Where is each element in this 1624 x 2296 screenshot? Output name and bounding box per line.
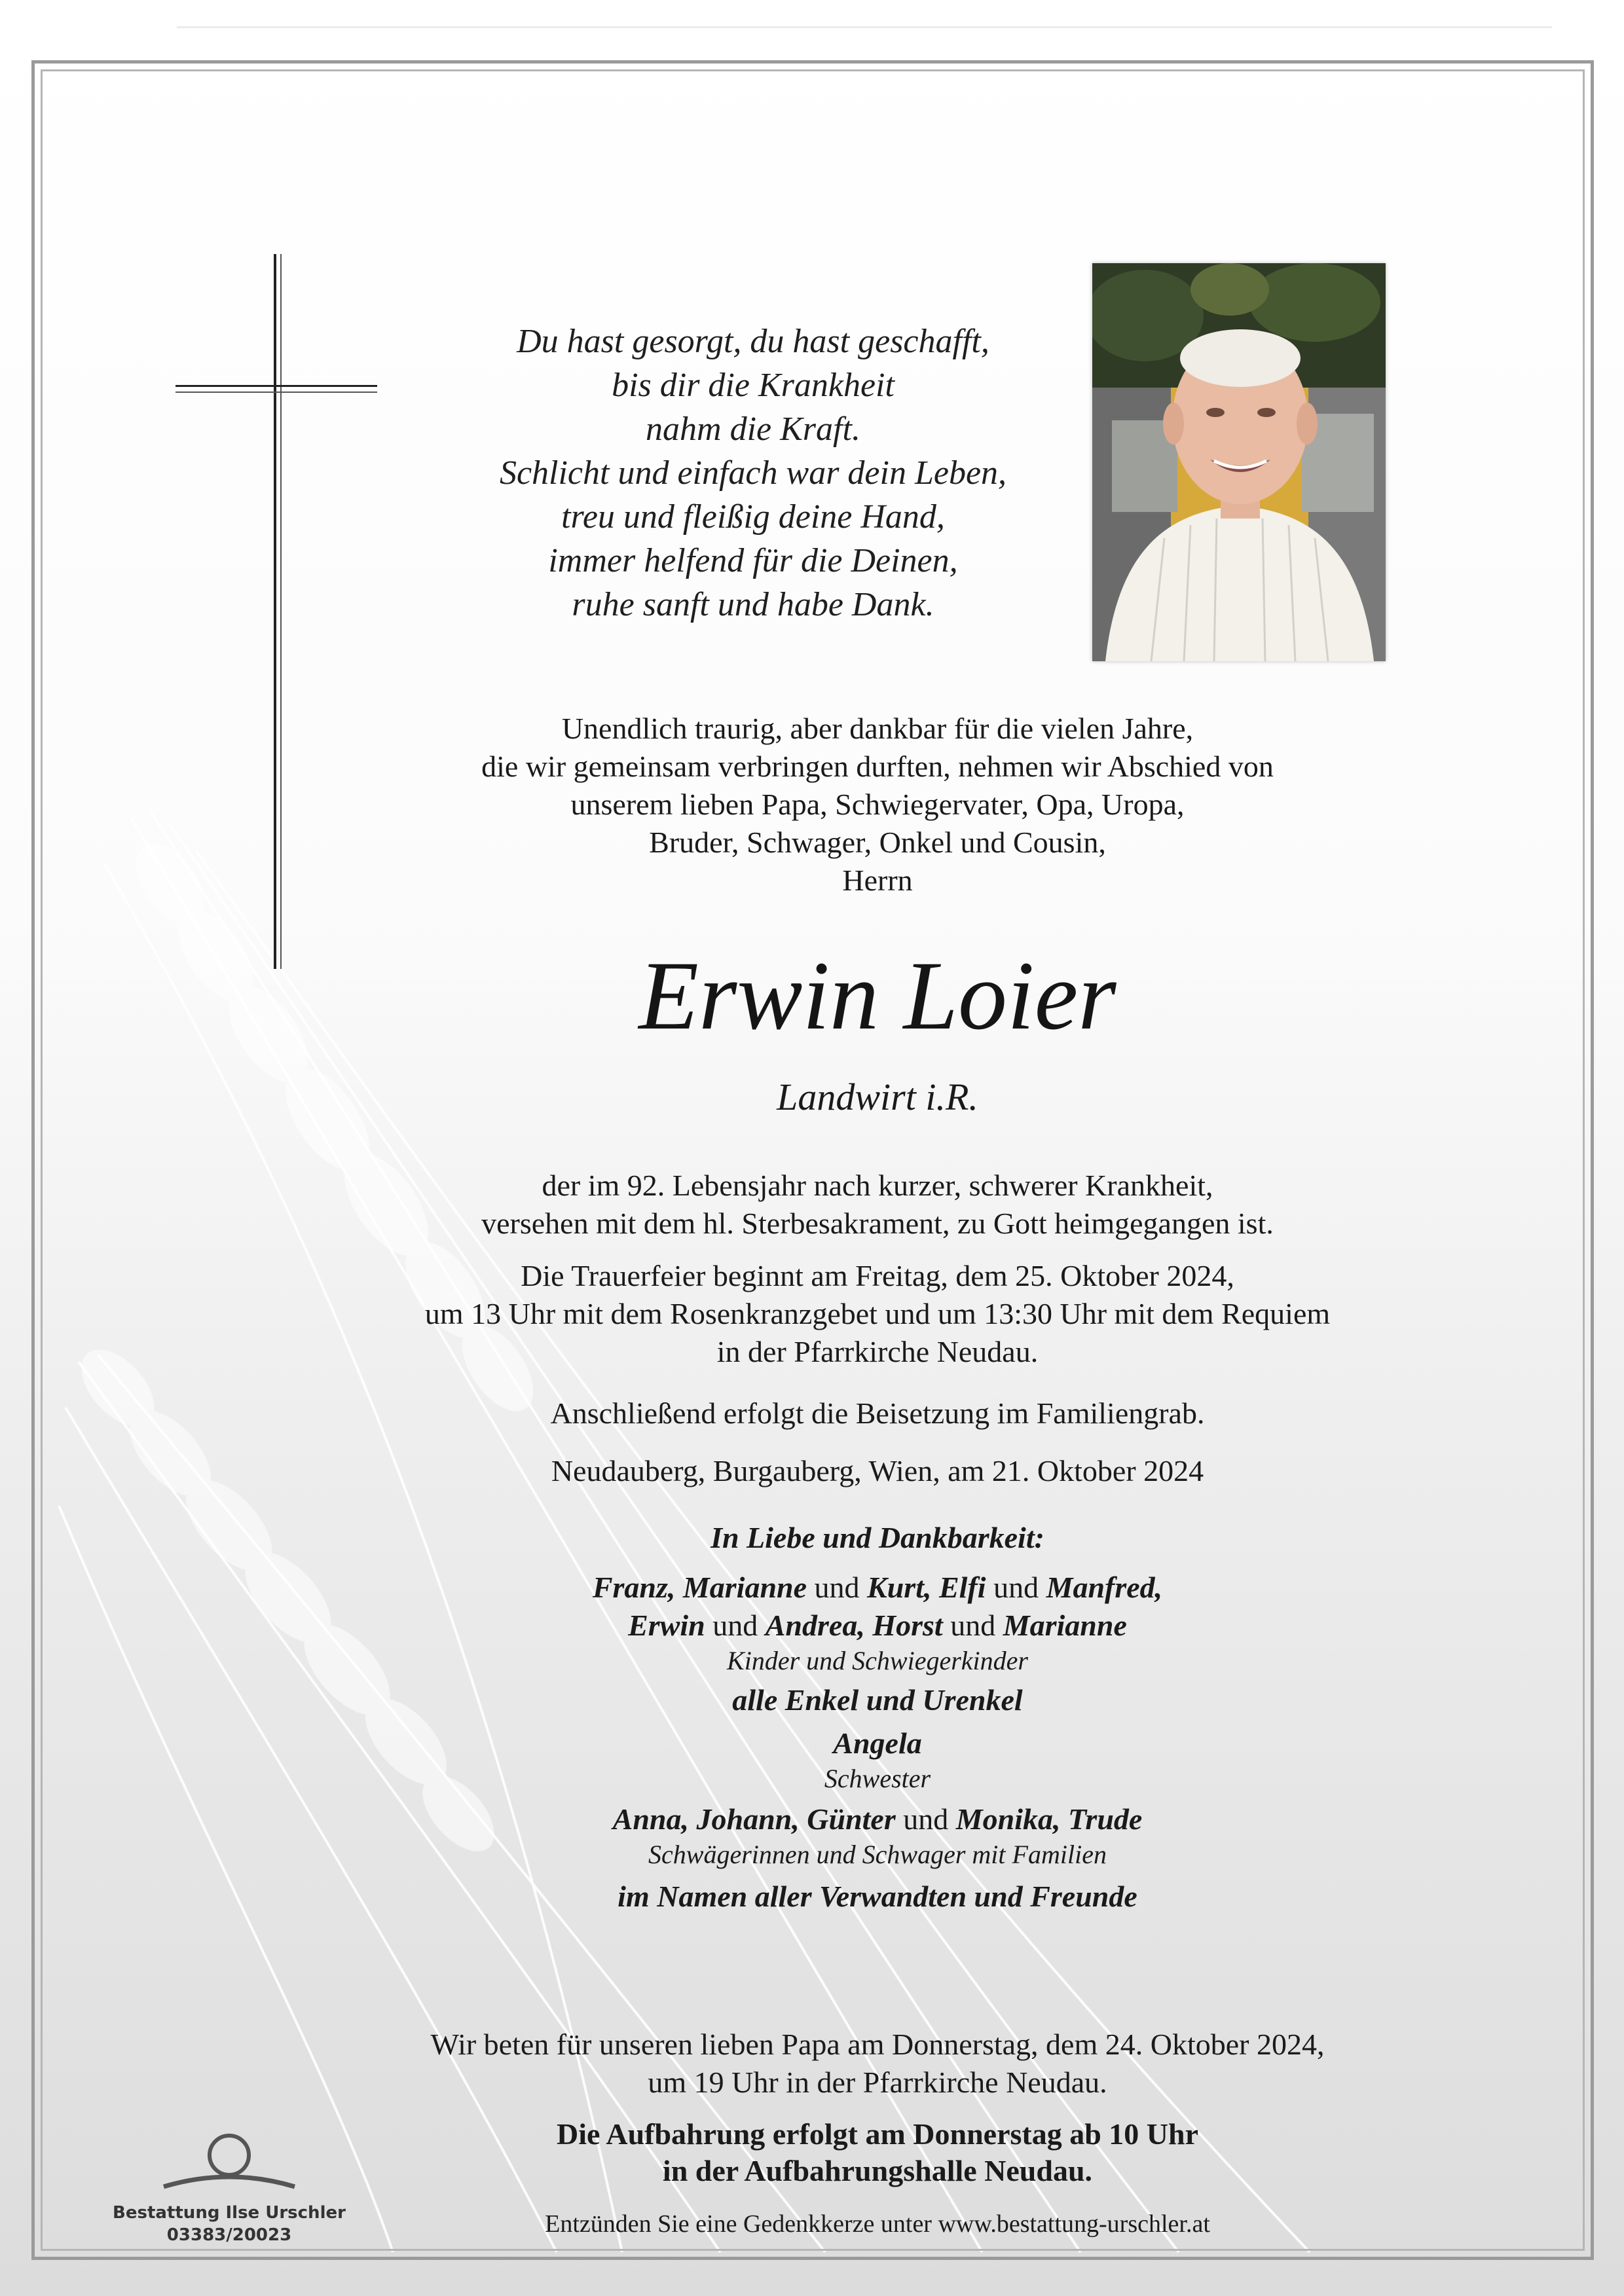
- place-date-line: Neudauberg, Burgauberg, Wien, am 21. Oktober 2024: [551, 1454, 1204, 1487]
- mourner-names: Kurt, Elfi: [867, 1571, 986, 1604]
- poem-line: Schlicht und einfach war dein Leben,: [499, 454, 1007, 492]
- conjunction: und: [895, 1802, 956, 1836]
- ceremony-line: Die Trauerfeier beginnt am Freitag, dem 25. Oktober 2024,: [521, 1259, 1234, 1292]
- prayer-info: [275, 2026, 1480, 2102]
- portrait-photo: [1092, 263, 1386, 661]
- funeral-home-phone: 03383/20023: [166, 2225, 292, 2245]
- poem-line: Du hast gesorgt, du hast geschafft,: [517, 323, 989, 360]
- funeral-home-name: Bestattung Ilse Urschler: [113, 2203, 346, 2223]
- ceremony-line: um 13 Uhr mit dem Rosenkranzgebet und um 13:30 Uhr mit dem Requiem: [424, 1297, 1331, 1330]
- farewell-intro: [327, 710, 1428, 900]
- poem-line: bis dir die Krankheit: [612, 367, 895, 404]
- prayer-line: Wir beten für unseren lieben Papa am Donnerstag, dem 24. Oktober 2024,: [430, 2028, 1325, 2061]
- conjunction: und: [942, 1609, 1003, 1642]
- ceremony-line: in der Pfarrkirche Neudau.: [716, 1335, 1039, 1368]
- intro-line: Unendlich traurig, aber dankbar für die vielen Jahre,: [561, 712, 1194, 745]
- poem-line: nahm die Kraft.: [646, 410, 860, 448]
- sister-name: Angela: [833, 1726, 922, 1760]
- inlaws-line: [327, 1800, 1428, 1838]
- children-line: [327, 1607, 1428, 1645]
- poem-line: ruhe sanft und habe Dank.: [572, 586, 934, 623]
- conjunction: und: [807, 1571, 868, 1604]
- mourner-names: Erwin: [628, 1609, 705, 1642]
- intro-line: Herrn: [842, 864, 913, 897]
- burial-info: [275, 1394, 1480, 1432]
- relation-label: Schwester: [824, 1764, 931, 1793]
- place-and-date: [275, 1452, 1480, 1490]
- grandchildren-line: alle Enkel und Urenkel: [732, 1683, 1023, 1717]
- mourners-list: [327, 1519, 1428, 1916]
- viewing-line: in der Aufbahrungshalle Neudau.: [662, 2154, 1093, 2187]
- death-notice: [275, 1167, 1480, 1243]
- viewing-line: Die Aufbahrung erfolgt am Donnerstag ab 10 Uhr: [556, 2117, 1199, 2151]
- mourner-names: Manfred,: [1046, 1571, 1163, 1604]
- intro-line: die wir gemeinsam verbringen durften, nehmen wir Abschied von: [481, 750, 1274, 783]
- conjunction: und: [986, 1571, 1046, 1604]
- conjunction: und: [705, 1609, 766, 1642]
- intro-line: Bruder, Schwager, Onkel und Cousin,: [649, 826, 1106, 859]
- relation-label: Kinder und Schwiegerkinder: [727, 1646, 1028, 1675]
- memorial-candle-note: Entzünden Sie eine Gedenkkerze unter www.bestattung-urschler.at: [545, 2210, 1210, 2238]
- mourner-names: Anna, Johann, Günter: [612, 1802, 896, 1836]
- prayer-line: um 19 Uhr in der Pfarrkirche Neudau.: [648, 2066, 1107, 2099]
- poem-line: immer helfend für die Deinen,: [548, 542, 958, 579]
- poem-line: treu und fleißig deine Hand,: [561, 498, 945, 536]
- intro-line: unserem lieben Papa, Schwiegervater, Opa, Uropa,: [570, 788, 1185, 821]
- mourner-names: Marianne: [1003, 1609, 1127, 1642]
- mourners-heading: In Liebe und Dankbarkeit:: [710, 1521, 1044, 1554]
- deceased-name: Erwin Loier: [638, 941, 1116, 1050]
- mourner-names: Andrea, Horst: [765, 1609, 943, 1642]
- death-notice-line: der im 92. Lebensjahr nach kurzer, schwerer Krankheit,: [542, 1169, 1213, 1202]
- mourner-names: Franz, Marianne: [592, 1571, 807, 1604]
- relation-label: Schwägerinnen und Schwager mit Familien: [648, 1840, 1107, 1869]
- children-line: [327, 1569, 1428, 1607]
- viewing-info: [393, 2116, 1362, 2189]
- memorial-poem: [367, 319, 1139, 627]
- mourner-names: Monika, Trude: [955, 1802, 1143, 1836]
- burial-line: Anschließend erfolgt die Beisetzung im Familiengrab.: [550, 1396, 1205, 1430]
- closing-line: im Namen aller Verwandten und Freunde: [618, 1880, 1137, 1913]
- ceremony-info: [275, 1257, 1480, 1371]
- deceased-profession: Landwirt i.R.: [777, 1076, 978, 1118]
- death-notice-line: versehen mit dem hl. Sterbesakrament, zu Gott heimgegangen ist.: [481, 1207, 1274, 1240]
